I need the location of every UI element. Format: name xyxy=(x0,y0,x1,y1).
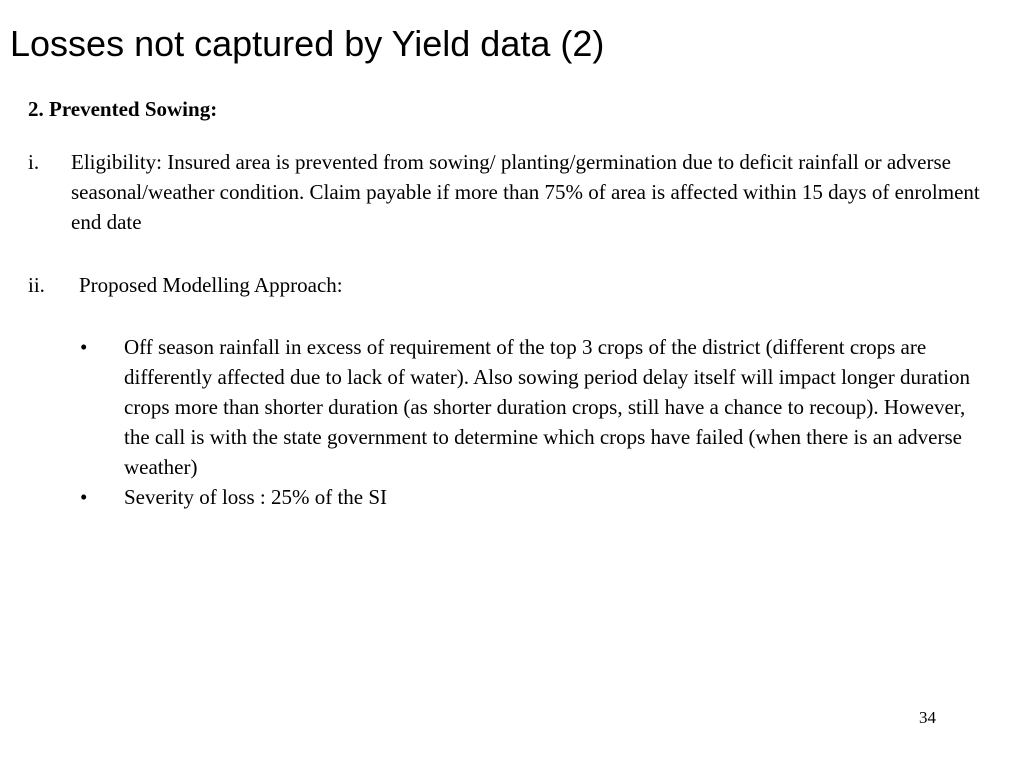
bullet-text: Severity of loss : 25% of the SI xyxy=(124,485,388,509)
page-number: 34 xyxy=(919,708,936,727)
bullet-text: Off season rainfall in excess of requirement of the top 3 crops of the district (different crops are differently affected due to lack of water). Also sowing period delay itself will impact longer duration crops more than shorter duration (as shorter duration crops, still have a chance to recoup). However, the call is with the state government to determine which crops have failed (when there is an adverse weather) xyxy=(124,335,970,479)
slide-title: Losses not captured by Yield data (2) xyxy=(10,23,605,64)
list-marker: ii. xyxy=(28,273,45,297)
section-heading: 2. Prevented Sowing: xyxy=(28,97,218,121)
list-item-text: Proposed Modelling Approach: xyxy=(79,273,343,297)
bullet-symbol: • xyxy=(80,335,88,359)
bullet-symbol: • xyxy=(80,485,88,509)
list-marker: i. xyxy=(28,150,40,174)
bullet-list xyxy=(80,332,990,512)
list-item-text: Eligibility: Insured area is prevented from sowing/ planting/germination due to deficit rainfall or adverse seasonal/weather condition. Claim payable if more than 75% of area is affected within 15 days of enrolment end date xyxy=(71,150,980,234)
bullet-item-off-season-rainfall xyxy=(80,332,990,482)
bullet-item-severity-of-loss xyxy=(80,482,990,512)
